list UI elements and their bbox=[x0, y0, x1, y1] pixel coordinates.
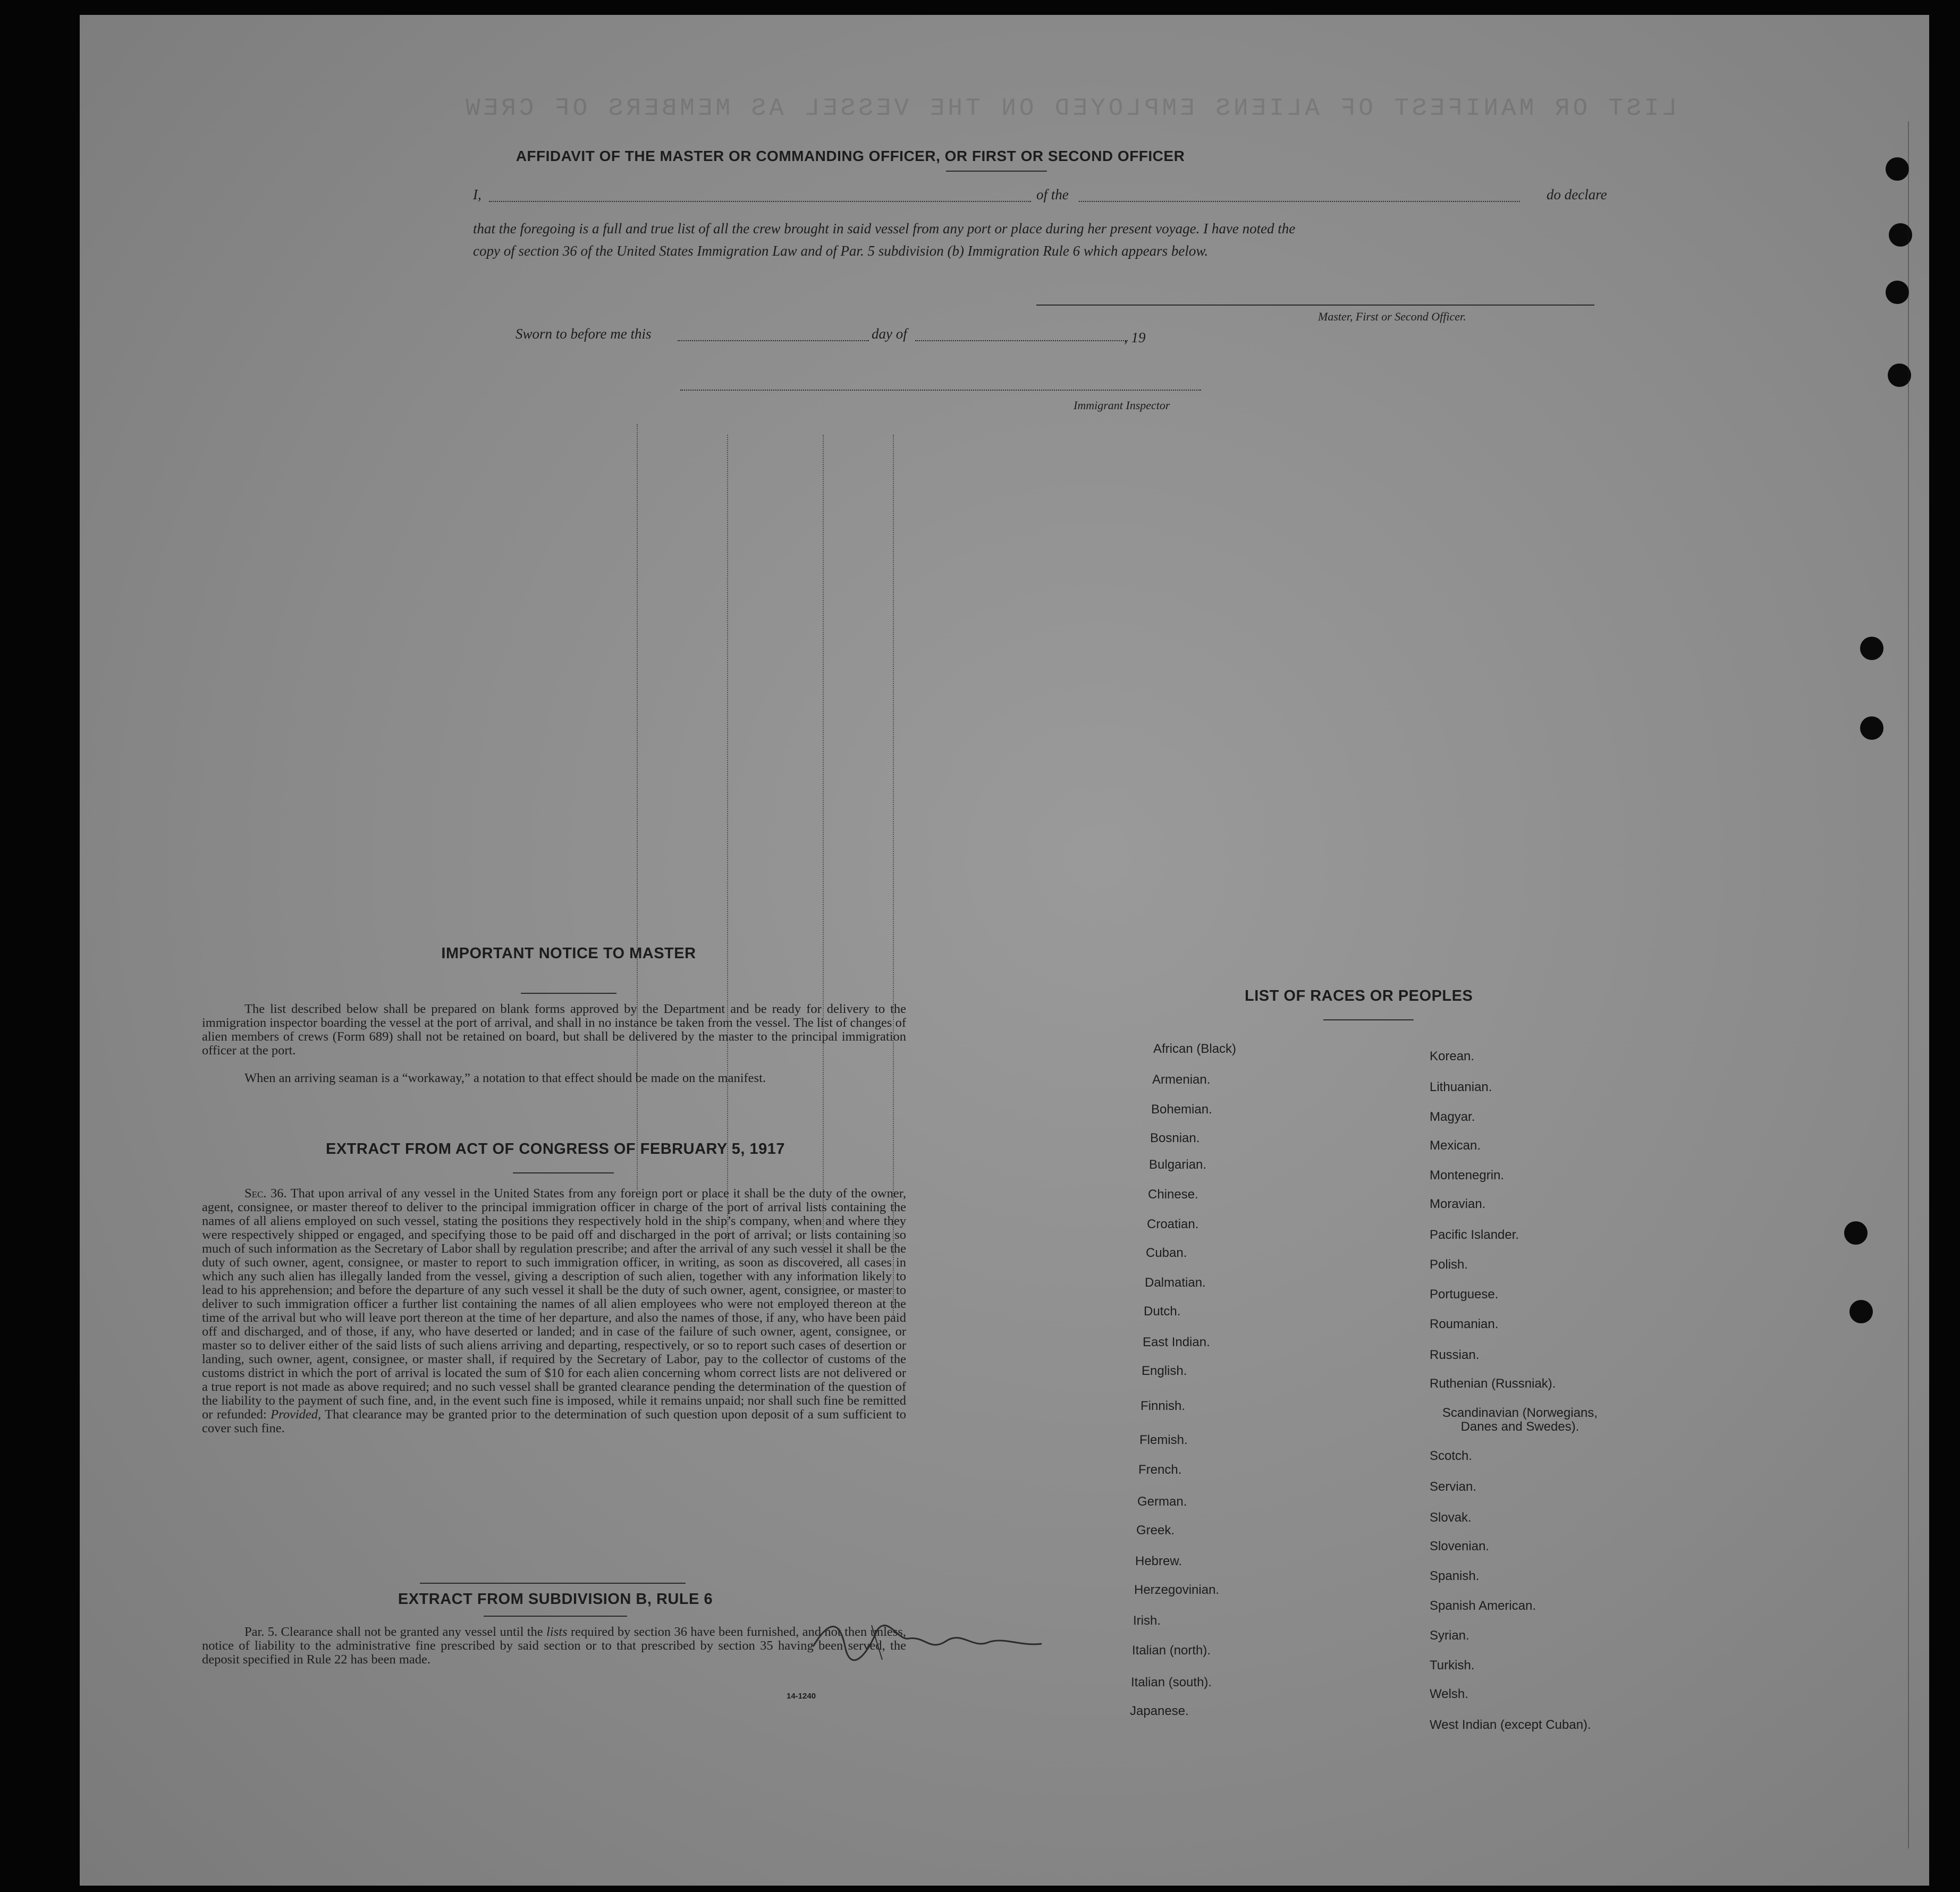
race-item: Slovak. bbox=[1430, 1510, 1472, 1525]
faint-right-border bbox=[1908, 121, 1909, 1848]
race-item: Greek. bbox=[1136, 1523, 1175, 1538]
race-item: Bohemian. bbox=[1151, 1102, 1212, 1117]
race-item: Chinese. bbox=[1148, 1187, 1198, 1202]
punch-hole bbox=[1844, 1221, 1868, 1245]
affidavit-title: AFFIDAVIT OF THE MASTER OR COMMANDING OFFICER, OR FIRST OR SECOND OFFICER bbox=[516, 148, 1185, 164]
race-item: Servian. bbox=[1430, 1480, 1477, 1494]
race-item: Dalmatian. bbox=[1145, 1276, 1206, 1290]
race-item: Roumanian. bbox=[1430, 1317, 1499, 1331]
extract-act-text bbox=[202, 1187, 906, 1435]
section-text: That upon arrival of any vessel in the United States from any foreign port or place it shall be the duty of the owner, agent, consignee, or master thereof to deliver to the principal immigration officer in charge of the port of arrival lists containing the names of all aliens employed on such vessel, stating the positions they respectively hold in the ship’s company, when and where they were respectively shipped or engaged, and specifying those to be paid off and discharged in the port of arrival; or lists containing so much of such information as the Secretary of Labor shall by regulation prescribe; and after the arrival of any such vessel it shall be the duty of such owner, agent, consignee, or master to report to such immigration officer, in writing, as soon as discovered, all cases in which any such alien has illegally landed from the vessel, giving a description of such alien, together with any information likely to lead to his apprehension; and before the departure of any such vessel it shall be the duty of such owner, agent, consignee, or master to deliver to such immigration officer a further list containing the names of all alien employees who were not employed thereon at the time of the arrival but who will leave port thereon at the time of her departure, and also the names of those, if any, who have been paid off and discharged, and of those, if any, who have deserted or landed; and in case of the failure of such owner, agent, consignee, or master so to deliver either of the said lists of such aliens arriving and departing, respectively, or so to report such cases of desertion or landing, such owner, agent, consignee, or master shall, if required by the Secretary of Labor, pay to the collector of customs of the customs district in which the port of arrival is located the sum of $10 for each alien concerning whom correct lists are not delivered or a true report is not made as above required; and no such vessel shall be granted clearance pending the determination of the question of the liability to the payment of such fine, and, in the event such fine is imposed, while it remains unpaid; nor shall such fine be remitted or refunded: bbox=[202, 1186, 906, 1422]
extract-act-underline bbox=[513, 1172, 614, 1173]
race-item: Spanish. bbox=[1430, 1569, 1480, 1583]
race-item: Italian (south). bbox=[1131, 1675, 1212, 1690]
race-item: Slovenian. bbox=[1430, 1539, 1490, 1553]
notice-title: IMPORTANT NOTICE TO MASTER bbox=[441, 945, 696, 962]
race-item: Finnish. bbox=[1140, 1399, 1186, 1413]
provided-label: Provided, bbox=[271, 1407, 322, 1422]
notice-paragraph-1: The list described below shall be prepared on blank forms approved by the Department and be ready for delivery to the immigration inspector boarding the vessel at the port of arrival, and shall in no instance be taken from the vessel. The list of changes of alien members of crews (Form 689) shall not be retained on board, but shall be delivered by the master to the principal immigration officer at the port. bbox=[202, 1002, 906, 1058]
extract-act-title: EXTRACT FROM ACT OF CONGRESS OF FEBRUARY 5, 1917 bbox=[325, 1141, 785, 1158]
race-item: Polish. bbox=[1430, 1257, 1468, 1272]
lists-word: lists bbox=[546, 1625, 568, 1639]
blank-sworn-month bbox=[915, 340, 1128, 341]
blank-vessel bbox=[1079, 201, 1520, 202]
signature-line bbox=[1036, 305, 1594, 306]
race-item: West Indian (except Cuban). bbox=[1430, 1718, 1591, 1732]
extract-rule-title: EXTRACT FROM SUBDIVISION B, RULE 6 bbox=[398, 1591, 713, 1608]
affidavit-line-1-start: I, bbox=[473, 187, 481, 202]
race-item: Magyar. bbox=[1430, 1110, 1475, 1124]
affidavit-line-1-end: do declare bbox=[1547, 187, 1607, 202]
race-item: Korean. bbox=[1430, 1049, 1475, 1063]
sworn-text-mid: day of bbox=[872, 326, 907, 342]
race-item: Scotch. bbox=[1430, 1449, 1473, 1463]
race-item: Flemish. bbox=[1139, 1433, 1188, 1447]
race-item: Lithuanian. bbox=[1430, 1080, 1492, 1094]
race-item: Spanish American. bbox=[1430, 1599, 1536, 1613]
faint-column-line bbox=[893, 435, 894, 1317]
punch-hole bbox=[1886, 281, 1909, 304]
races-title-underline bbox=[1323, 1019, 1414, 1020]
section-label: Sec. 36. bbox=[244, 1186, 287, 1201]
handwritten-signature bbox=[808, 1609, 1052, 1673]
race-item: Croatian. bbox=[1147, 1217, 1199, 1231]
race-item: Ruthenian (Russniak). bbox=[1430, 1376, 1556, 1391]
punch-hole bbox=[1860, 637, 1883, 660]
extract-rule-underline bbox=[484, 1616, 627, 1617]
title-underline bbox=[946, 171, 1047, 172]
races-title: LIST OF RACES OR PEOPLES bbox=[1245, 987, 1473, 1004]
race-item: German. bbox=[1137, 1494, 1187, 1509]
race-item: Portuguese. bbox=[1430, 1287, 1499, 1302]
race-item: Montenegrin. bbox=[1430, 1168, 1505, 1182]
sworn-text-end: , 19 bbox=[1124, 330, 1146, 345]
blank-sworn-day bbox=[678, 340, 869, 341]
blank-name bbox=[489, 201, 1031, 202]
inspector-label: Immigrant Inspector bbox=[1074, 399, 1170, 412]
sworn-text-start: Sworn to before me this bbox=[516, 326, 652, 342]
race-item: Welsh. bbox=[1430, 1687, 1468, 1701]
notice-title-underline bbox=[521, 993, 616, 994]
rule-text-b: required by section 36 have been furnished, and not then unless, notice of liability to the administrative fine prescribed by said section or to that prescribed by section 35 having been served, the deposit specified in Rule 22 has been made. bbox=[202, 1625, 906, 1667]
affidavit-line-1-mid: of the bbox=[1036, 187, 1069, 202]
race-item: Syrian. bbox=[1430, 1628, 1469, 1643]
bleed-through-header: LIST OR MANIFEST OF ALIENS EMPLOYED ON THE VESSEL AS MEMBERS OF CREW bbox=[462, 95, 1677, 122]
race-item: Turkish. bbox=[1430, 1658, 1475, 1673]
race-item: Japanese. bbox=[1130, 1704, 1189, 1718]
rule-text-a: Par. 5. Clearance shall not be granted any vessel until the bbox=[244, 1625, 543, 1639]
race-item: English. bbox=[1142, 1364, 1187, 1378]
race-item: Herzegovinian. bbox=[1134, 1583, 1220, 1597]
affidavit-line-2: that the foregoing is a full and true list of all the crew brought in said vessel from any port or place during her present voyage. I have noted the bbox=[473, 221, 1296, 236]
form-number: 14-1240 bbox=[787, 1692, 816, 1701]
race-item: Pacific Islander. bbox=[1430, 1228, 1519, 1242]
race-item: Moravian. bbox=[1430, 1197, 1486, 1211]
inspector-signature-line bbox=[680, 390, 1201, 391]
faint-column-line bbox=[727, 435, 728, 1248]
punch-hole bbox=[1849, 1300, 1873, 1323]
race-item: East Indian. bbox=[1143, 1335, 1210, 1349]
race-item: Scandinavian (Norwegians, Danes and Swedes). bbox=[1442, 1406, 1598, 1434]
race-item: Cuban. bbox=[1146, 1246, 1187, 1260]
section-text-end: That clearance may be granted prior to the determination of such question upon deposit of a sum sufficient to cover such fine. bbox=[202, 1407, 906, 1435]
race-item: Dutch. bbox=[1144, 1304, 1181, 1319]
race-item: Bulgarian. bbox=[1149, 1158, 1207, 1172]
race-item: Italian (north). bbox=[1132, 1643, 1211, 1658]
signature-label: Master, First or Second Officer. bbox=[1318, 310, 1466, 323]
document-page bbox=[80, 15, 1929, 1886]
race-item: French. bbox=[1138, 1463, 1182, 1477]
race-item: Russian. bbox=[1430, 1348, 1480, 1362]
race-item: Irish. bbox=[1133, 1614, 1161, 1628]
faint-column-line bbox=[823, 435, 824, 1306]
race-item: Hebrew. bbox=[1135, 1554, 1182, 1568]
race-item: Bosnian. bbox=[1150, 1131, 1200, 1145]
affidavit-line-3: copy of section 36 of the United States Immigration Law and of Par. 5 subdivision (b) Immigration Rule 6 which appears below. bbox=[473, 243, 1209, 259]
race-item: Mexican. bbox=[1430, 1138, 1481, 1153]
punch-hole bbox=[1886, 157, 1909, 181]
punch-hole bbox=[1860, 716, 1883, 740]
extract-rule-divider bbox=[420, 1583, 686, 1584]
race-item: African (Black) bbox=[1153, 1042, 1237, 1056]
notice-paragraph-2: When an arriving seaman is a “workaway,” a notation to that effect should be made on the manifest. bbox=[244, 1071, 766, 1085]
race-item: Armenian. bbox=[1152, 1072, 1211, 1087]
extract-rule-text bbox=[202, 1625, 906, 1667]
